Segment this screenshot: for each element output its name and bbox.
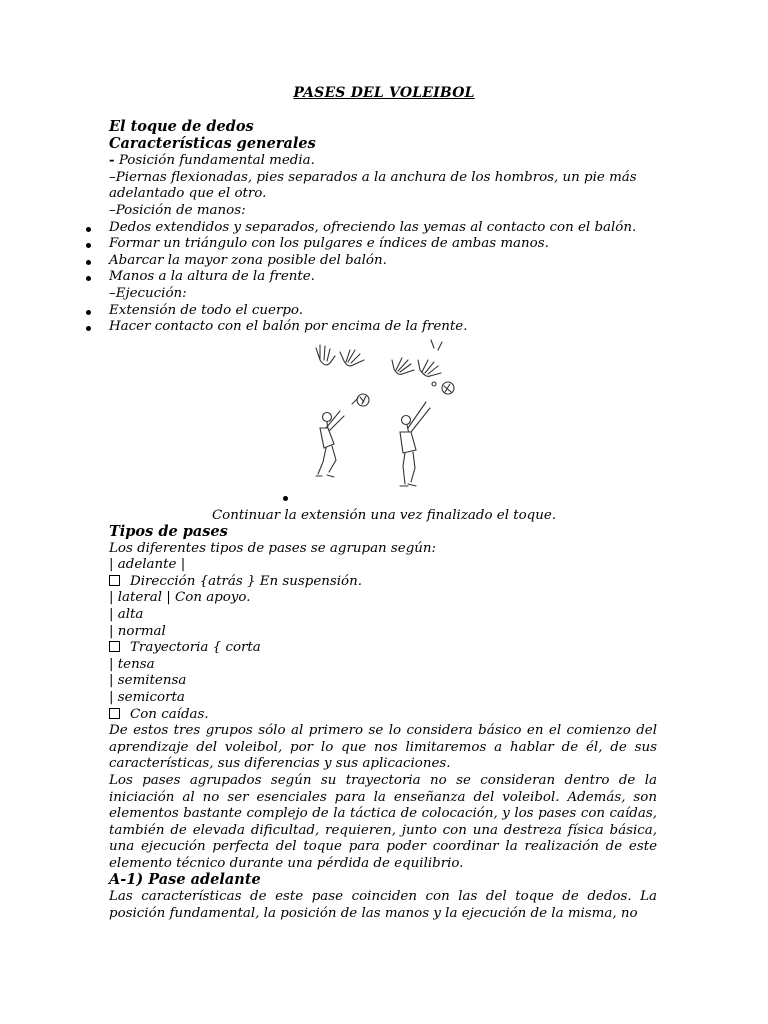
paragraph-tres-grupos: De estos tres grupos sólo al primero se lo considera básico en el comienzo del aprendizaje del voleibol, por lo que nos limitaremos a hablar de él, de sus características, sus diferencias y sus aplicaciones. <box>109 723 657 772</box>
checkbox-glyph-icon <box>109 708 120 719</box>
tipo-trayectoria-text: Trayectoria { corta <box>130 640 261 656</box>
figure-caption: Continuar la extensión una vez finalizado el toque. <box>211 508 557 523</box>
ejecucion-line: –Ejecución: <box>109 285 187 301</box>
bullet-item: Manos a la altura de la frente. <box>109 269 657 286</box>
posicion-fundamental-text: Posición fundamental media. <box>114 153 315 169</box>
tipo-line: | semicorta <box>109 689 185 705</box>
paragraph-pase-adelante: Las características de este pase coinciden con las del toque de dedos. La posición fundamental, la posición de las manos y la ejecución de la misma, no <box>109 889 657 921</box>
dash-marker: - <box>109 152 115 169</box>
player-sketch-right <box>400 382 454 486</box>
hands-sketch-left <box>316 345 364 366</box>
page-title: PASES DEL VOLEIBOL <box>293 85 475 101</box>
tipo-line: | semitensa <box>109 673 187 689</box>
bullet-item: Formar un triángulo con los pulgares e índices de ambas manos. <box>109 236 657 253</box>
heading-tipos-de-pases: Tipos de pases <box>109 523 228 540</box>
heading-caracteristicas: Características generales <box>109 134 316 152</box>
tipo-line-direccion <box>109 574 657 591</box>
section-tipos-de-pases <box>109 524 657 922</box>
hands-sketch-right <box>392 340 442 376</box>
adelantado-line: adelantado que el otro. <box>109 186 267 202</box>
bullet-item: Extensión de todo el cuerpo. <box>109 303 657 320</box>
section-toque-de-dedos <box>109 119 657 336</box>
tipo-line: | lateral | Con apoyo. <box>109 590 251 606</box>
checkbox-glyph-icon <box>109 575 120 586</box>
tipo-caidas-text: Con caídas. <box>130 706 209 722</box>
tipo-direccion-text: Dirección {atrás } En suspensión. <box>130 573 362 589</box>
figure-bullet-dot <box>283 496 288 501</box>
bullet-item: Dedos extendidos y separados, ofreciendo las yemas al contacto con el balón. <box>109 220 657 237</box>
posicion-manos-line: –Posición de manos: <box>109 202 246 218</box>
checkbox-glyph-icon <box>109 641 120 652</box>
piernas-line: –Piernas flexionadas, pies separados a la anchura de los hombros, un pie más <box>109 169 637 185</box>
tipo-line: | normal <box>109 623 166 639</box>
paragraph-trayectoria: Los pases agrupados según su trayectoria no se consideran dentro de la iniciación al no ser esenciales para la enseñanza del voleibol. Además, son elementos bastante complejo de la táctica de colocación, y los pases con caídas, también de elevada dificultad, requieren, junto con una destreza física básica, una ejecución perfecta del toque para poder coordinar la realización de este elemento técnico durante una pérdida de equilibrio. <box>109 772 657 871</box>
tipo-line: | adelante | <box>109 557 186 573</box>
bullet-item: Hacer contacto con el balón por encima de la frente. <box>109 319 657 336</box>
heading-pase-adelante: A-1) Pase adelante <box>109 871 261 889</box>
tipo-line: | tensa <box>109 656 155 672</box>
tipos-intro: Los diferentes tipos de pases se agrupan según: <box>109 540 437 556</box>
tipo-line-trayectoria <box>109 640 657 657</box>
posicion-fundamental-line <box>109 152 657 170</box>
bullet-item: Abarcar la mayor zona posible del balón. <box>109 253 657 270</box>
tipo-line: | alta <box>109 606 144 622</box>
heading-toque-de-dedos: El toque de dedos <box>109 118 254 135</box>
tipo-line-caidas <box>109 707 657 724</box>
volley-illustration <box>280 336 480 504</box>
player-sketch-left <box>316 394 369 477</box>
